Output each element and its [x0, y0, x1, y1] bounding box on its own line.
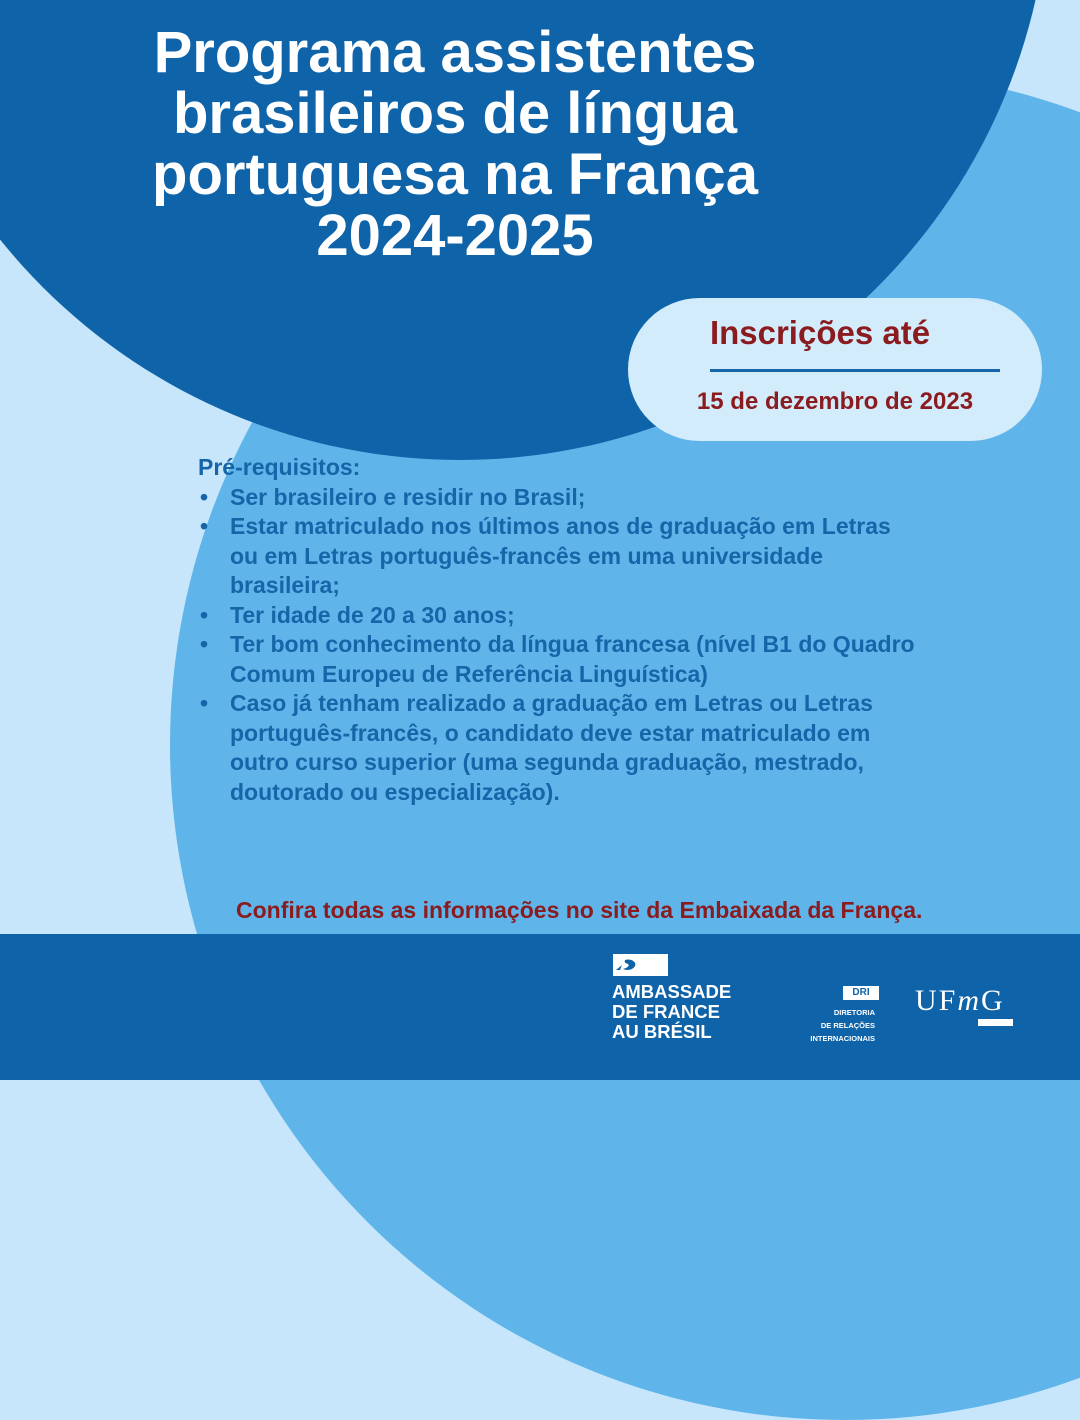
deadline-label: Inscrições até	[709, 314, 931, 351]
ufmg-logo	[915, 984, 1005, 1018]
embassy-line: AMBASSADE	[612, 981, 732, 1002]
bullet-icon: •	[200, 690, 209, 716]
page-title	[40, 22, 870, 266]
dri-line: DIRETORIA	[833, 1008, 875, 1017]
title-line: brasileiros de língua	[172, 81, 738, 146]
dri-logo-text	[790, 1006, 875, 1045]
ufmg-logo-bar	[978, 1019, 1013, 1026]
requirement-line: doutorado ou especialização).	[230, 778, 560, 805]
requirement-line: ou em Letras português-francês em uma universidade	[230, 542, 824, 569]
requirement-line: português-francês, o candidato deve estar matriculado em	[230, 719, 871, 746]
requirement-item	[198, 689, 1068, 807]
requirement-item	[198, 483, 1068, 513]
footer-bar	[0, 934, 1080, 1080]
ufmg-logo-part: G	[981, 984, 1005, 1017]
marianne-logo-icon	[613, 954, 668, 976]
dri-logo-badge: DRI	[843, 986, 879, 1000]
deadline-divider	[710, 369, 1000, 372]
bullet-icon: •	[200, 513, 209, 539]
requirement-line: brasileira;	[230, 572, 340, 598]
requirement-line: Ter idade de 20 a 30 anos;	[230, 601, 515, 628]
embassy-link-note: Confira todas as informações no site da Embaixada da França.	[236, 897, 923, 923]
requirement-line: outro curso superior (uma segunda graduação, mestrado,	[230, 749, 864, 775]
title-line: Programa assistentes	[153, 20, 757, 85]
dri-line: DE RELAÇÕES	[820, 1021, 875, 1030]
requirements-list	[198, 483, 1068, 808]
requirement-line: Ser brasileiro e residir no Brasil;	[230, 483, 586, 510]
title-year: 2024-2025	[316, 203, 594, 268]
title-line: portuguesa na França	[152, 142, 758, 207]
requirement-item	[198, 512, 1068, 601]
bullet-icon: •	[200, 483, 209, 510]
embassy-line: DE FRANCE	[612, 1001, 720, 1022]
deadline-date: 15 de dezembro de 2023	[696, 388, 974, 415]
dri-line: INTERNACIONAIS	[810, 1034, 875, 1043]
embassy-logo-text	[612, 982, 731, 1042]
requirements-heading: Pré-requisitos:	[198, 454, 361, 480]
requirement-line: Ter bom conhecimento da língua francesa (nível B1 do Quadro	[230, 631, 915, 657]
requirements-section	[198, 453, 1068, 807]
requirement-item	[198, 630, 1068, 689]
bullet-icon: •	[200, 601, 209, 628]
embassy-line: AU BRÉSIL	[612, 1021, 712, 1042]
deadline-badge	[628, 298, 1042, 441]
requirement-item	[198, 601, 1068, 631]
bullet-icon: •	[200, 631, 209, 657]
requirement-line: Estar matriculado nos últimos anos de graduação em Letras	[230, 513, 891, 539]
requirement-line: Caso já tenham realizado a graduação em Letras ou Letras	[230, 690, 873, 716]
ufmg-logo-part: m	[957, 984, 982, 1017]
requirement-line: Comum Europeu de Referência Linguística)	[230, 660, 708, 687]
ufmg-logo-part: UF	[915, 984, 958, 1017]
